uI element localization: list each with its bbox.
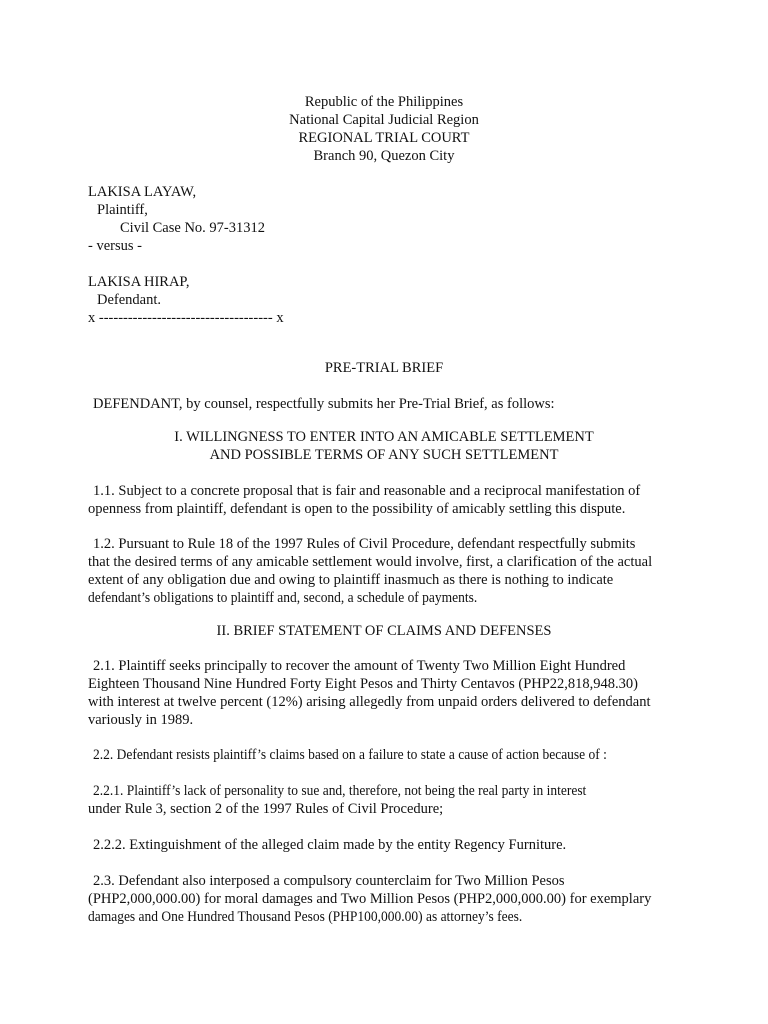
- section-1-heading-line-1: I. WILLINGNESS TO ENTER INTO AN AMICABLE SETTLEMENT: [174, 429, 594, 445]
- document-title: PRE-TRIAL BRIEF: [324, 360, 444, 376]
- paragraph-2-2: [88, 746, 688, 764]
- paragraph-line: 2.2.1. Plaintiff’s lack of personality to sue and, therefore, not being the real party in interest: [93, 783, 587, 799]
- paragraph-2-2-2: [88, 836, 688, 854]
- header-region: National Capital Judicial Region: [289, 112, 479, 128]
- section-2-heading: II. BRIEF STATEMENT OF CLAIMS AND DEFENSES: [216, 623, 552, 639]
- paragraph-1-2: [88, 535, 688, 607]
- paragraph-line: 2.1. Plaintiff seeks principally to recover the amount of Twenty Two Million Eight Hundred: [93, 658, 626, 674]
- section-1-heading-line-2: AND POSSIBLE TERMS OF ANY SUCH SETTLEMENT: [209, 447, 559, 463]
- paragraph-line: 2.3. Defendant also interposed a compulsory counterclaim for Two Million Pesos: [93, 873, 565, 889]
- header-court: REGIONAL TRIAL COURT: [298, 130, 470, 146]
- header-branch: Branch 90, Quezon City: [313, 148, 455, 164]
- paragraph-2-1: [88, 657, 688, 729]
- paragraph-line: 2.2.2. Extinguishment of the alleged claim made by the entity Regency Furniture.: [93, 837, 567, 853]
- paragraph-line: variously in 1989.: [88, 712, 194, 728]
- paragraph-line: with interest at twelve percent (12%) arising allegedly from unpaid orders delivered to defendant: [88, 694, 651, 710]
- paragraph-line: that the desired terms of any amicable settlement would involve, first, a clarification of the actual: [88, 554, 653, 570]
- plaintiff-name: LAKISA LAYAW,: [88, 184, 197, 200]
- paragraph-line: damages and One Hundred Thousand Pesos (PHP100,000.00) as attorney’s fees.: [88, 909, 523, 925]
- paragraph-line: 1.1. Subject to a concrete proposal that is fair and reasonable and a reciprocal manifestation of: [93, 483, 641, 499]
- defendant-role: Defendant.: [97, 292, 162, 308]
- case-number: Civil Case No. 97-31312: [120, 220, 265, 236]
- paragraph-line: 1.2. Pursuant to Rule 18 of the 1997 Rules of Civil Procedure, defendant respectfully submits: [93, 536, 636, 552]
- plaintiff-role: Plaintiff,: [97, 202, 148, 218]
- header-republic: Republic of the Philippines: [304, 94, 464, 110]
- caption-separator: x ------------------------------------ x: [88, 310, 284, 326]
- intro-paragraph: DEFENDANT, by counsel, respectfully submits her Pre-Trial Brief, as follows:: [93, 396, 555, 412]
- paragraph-1-1: [88, 482, 688, 518]
- defendant-name: LAKISA HIRAP,: [88, 274, 190, 290]
- paragraph-2-2-1: [88, 782, 688, 818]
- paragraph-2-3: [88, 872, 688, 926]
- paragraph-line: under Rule 3, section 2 of the 1997 Rules of Civil Procedure;: [88, 801, 444, 817]
- paragraph-line: extent of any obligation due and owing to plaintiff inasmuch as there is nothing to indicate: [88, 572, 614, 588]
- paragraph-line: (PHP2,000,000.00) for moral damages and Two Million Pesos (PHP2,000,000.00) for exemplary: [88, 891, 652, 907]
- paragraph-line: openness from plaintiff, defendant is open to the possibility of amicably settling this dispute.: [88, 501, 626, 517]
- paragraph-line: defendant’s obligations to plaintiff and, second, a schedule of payments.: [88, 590, 478, 606]
- paragraph-line: Eighteen Thousand Nine Hundred Forty Eight Pesos and Thirty Centavos (PHP22,818,948.30): [88, 676, 639, 692]
- versus: - versus -: [88, 238, 142, 254]
- paragraph-line: 2.2. Defendant resists plaintiff’s claims based on a failure to state a cause of action because of :: [93, 747, 607, 763]
